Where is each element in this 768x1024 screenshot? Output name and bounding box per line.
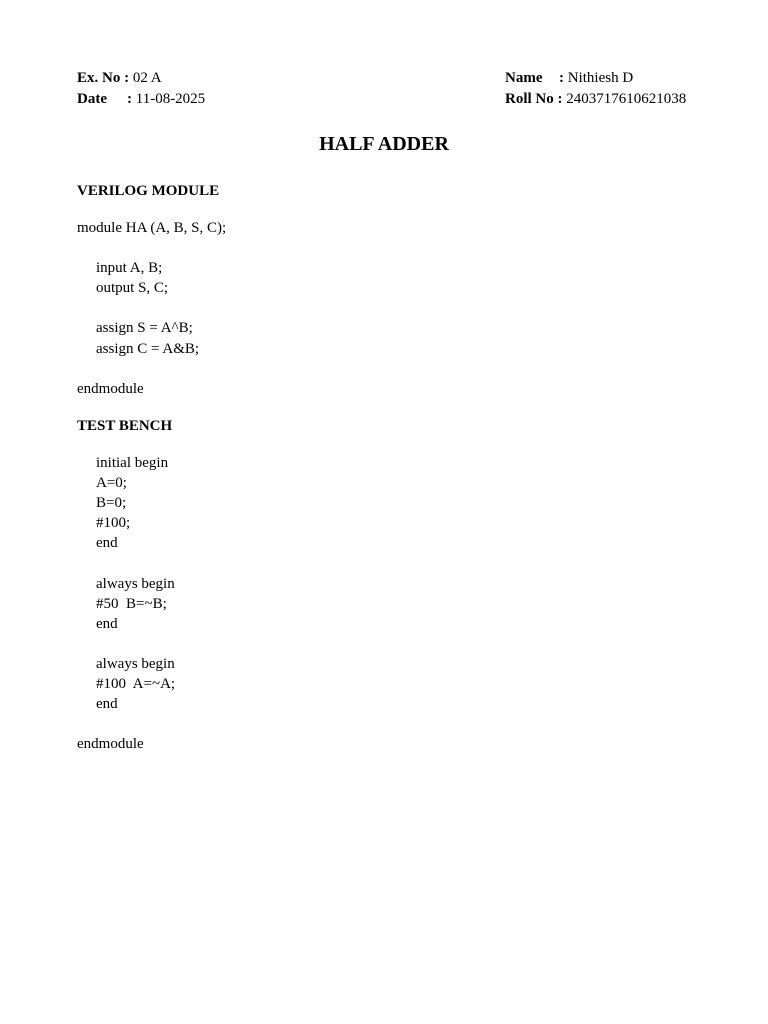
page-title: HALF ADDER [319,133,449,155]
module-declaration: module HA (A, B, S, C); [77,220,227,236]
toggle-a-line: #100 A=~A; [96,676,176,692]
always-begin-line-1: always begin [96,576,175,592]
end-line-1: end [96,535,118,551]
toggle-b-line: #50 B=~B; [96,596,167,612]
delay-line: #100; [96,515,131,531]
assign-s-line: assign S = A^B; [96,320,193,336]
date-line [77,89,205,109]
verilog-module-heading: VERILOG MODULE [77,183,220,199]
testbench-endmodule: endmodule [77,736,144,752]
date-value: 11-08-2025 [132,91,206,107]
verilog-endmodule: endmodule [77,381,144,397]
test-bench-heading: TEST BENCH [77,418,173,434]
end-line-3: end [96,696,118,712]
ex-no-value: 02 A [129,70,162,86]
b-init-line: B=0; [96,495,127,511]
input-line: input A, B; [96,260,163,276]
assign-c-line: assign C = A&B; [96,341,200,357]
ex-no-label: Ex. No : [77,70,130,86]
ex-no-line [77,68,162,88]
initial-begin-line: initial begin [96,455,169,471]
name-label: Name [505,70,543,86]
roll-no-label: Roll No : [505,91,563,107]
always-begin-line-2: always begin [96,656,175,672]
date-colon: : [127,91,132,107]
name-colon: : [559,70,564,86]
roll-no-line [505,89,686,109]
roll-no-value: 2403717610621038 [562,91,687,107]
a-init-line: A=0; [96,475,127,491]
date-label: Date [77,91,107,107]
name-value: Nithiesh D [564,70,634,86]
name-line [505,68,633,88]
output-line: output S, C; [96,280,169,296]
end-line-2: end [96,616,118,632]
